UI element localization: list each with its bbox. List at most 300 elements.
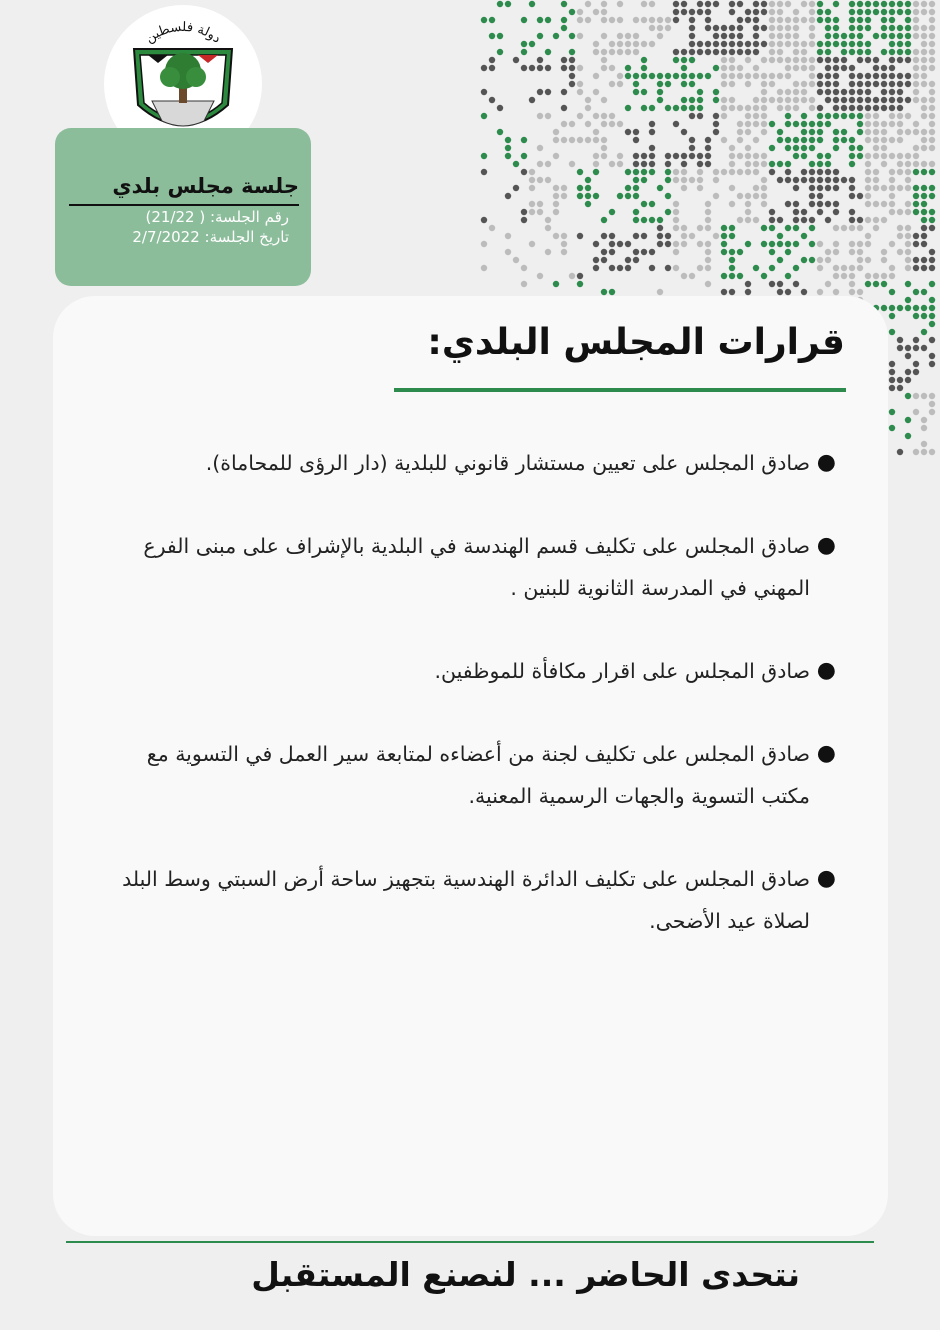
pattern-dot xyxy=(649,73,655,79)
pattern-dot xyxy=(585,177,591,183)
pattern-dot xyxy=(753,1,759,7)
pattern-dot xyxy=(489,17,495,23)
pattern-dot xyxy=(857,97,863,103)
pattern-dot xyxy=(897,121,903,127)
pattern-dot xyxy=(649,265,655,271)
pattern-dot xyxy=(721,105,727,111)
pattern-dot xyxy=(697,153,703,159)
pattern-dot xyxy=(729,273,735,279)
pattern-dot xyxy=(649,129,655,135)
pattern-dot xyxy=(929,281,935,287)
pattern-dot xyxy=(569,9,575,15)
pattern-dot xyxy=(681,1,687,7)
pattern-dot xyxy=(889,57,895,63)
pattern-dot xyxy=(705,17,711,23)
session-info-card xyxy=(55,128,311,286)
pattern-dot xyxy=(769,121,775,127)
pattern-dot xyxy=(921,313,927,319)
pattern-dot xyxy=(769,209,775,215)
pattern-dot xyxy=(681,153,687,159)
pattern-dot xyxy=(657,185,663,191)
pattern-dot xyxy=(921,193,927,199)
pattern-dot xyxy=(601,233,607,239)
pattern-dot xyxy=(905,377,911,383)
pattern-dot xyxy=(705,153,711,159)
pattern-dot xyxy=(697,241,703,247)
pattern-dot xyxy=(849,193,855,199)
pattern-dot xyxy=(921,441,927,447)
pattern-dot xyxy=(809,137,815,143)
pattern-dot xyxy=(929,297,935,303)
pattern-dot xyxy=(761,241,767,247)
pattern-dot xyxy=(857,241,863,247)
pattern-dot xyxy=(593,265,599,271)
pattern-dot xyxy=(633,89,639,95)
pattern-dot xyxy=(785,89,791,95)
pattern-dot xyxy=(553,153,559,159)
pattern-dot xyxy=(865,153,871,159)
pattern-dot xyxy=(713,129,719,135)
pattern-dot xyxy=(753,217,759,223)
pattern-dot xyxy=(913,49,919,55)
pattern-dot xyxy=(921,449,927,455)
pattern-dot xyxy=(889,425,895,431)
pattern-dot xyxy=(553,209,559,215)
pattern-dot xyxy=(577,273,583,279)
pattern-dot xyxy=(737,41,743,47)
pattern-dot xyxy=(769,249,775,255)
pattern-dot xyxy=(857,57,863,63)
pattern-dot xyxy=(705,41,711,47)
pattern-dot xyxy=(897,209,903,215)
pattern-dot xyxy=(793,25,799,31)
pattern-dot xyxy=(529,201,535,207)
pattern-dot xyxy=(545,177,551,183)
pattern-dot xyxy=(609,17,615,23)
pattern-dot xyxy=(833,113,839,119)
pattern-dot xyxy=(681,73,687,79)
pattern-dot xyxy=(889,113,895,119)
pattern-dot xyxy=(897,161,903,167)
pattern-dot xyxy=(569,137,575,143)
pattern-dot xyxy=(881,49,887,55)
pattern-dot xyxy=(569,81,575,87)
pattern-dot xyxy=(593,41,599,47)
pattern-dot xyxy=(553,129,559,135)
pattern-dot xyxy=(809,121,815,127)
pattern-dot xyxy=(873,273,879,279)
pattern-dot xyxy=(713,49,719,55)
pattern-dot xyxy=(873,225,879,231)
pattern-dot xyxy=(745,9,751,15)
pattern-dot xyxy=(921,137,927,143)
pattern-dot xyxy=(753,185,759,191)
pattern-dot xyxy=(609,265,615,271)
pattern-dot xyxy=(881,273,887,279)
pattern-dot xyxy=(913,25,919,31)
pattern-dot xyxy=(521,265,527,271)
pattern-dot xyxy=(817,121,823,127)
pattern-dot xyxy=(809,57,815,63)
pattern-dot xyxy=(561,57,567,63)
pattern-dot xyxy=(577,113,583,119)
pattern-dot xyxy=(681,233,687,239)
pattern-dot xyxy=(929,361,935,367)
pattern-dot xyxy=(777,281,783,287)
pattern-dot xyxy=(801,121,807,127)
pattern-dot xyxy=(681,49,687,55)
pattern-dot xyxy=(721,81,727,87)
pattern-dot xyxy=(833,177,839,183)
pattern-dot xyxy=(641,153,647,159)
pattern-dot xyxy=(809,41,815,47)
pattern-dot xyxy=(561,25,567,31)
pattern-dot xyxy=(561,233,567,239)
pattern-dot xyxy=(817,241,823,247)
pattern-dot xyxy=(793,225,799,231)
pattern-dot xyxy=(705,201,711,207)
pattern-dot xyxy=(705,9,711,15)
list-item xyxy=(100,733,840,817)
svg-text:دولة فلسطين xyxy=(143,20,224,47)
pattern-dot xyxy=(569,49,575,55)
pattern-dot xyxy=(569,57,575,63)
pattern-dot xyxy=(641,169,647,175)
pattern-dot xyxy=(809,33,815,39)
pattern-dot xyxy=(921,33,927,39)
pattern-dot xyxy=(577,65,583,71)
pattern-dot xyxy=(553,185,559,191)
pattern-dot xyxy=(745,241,751,247)
pattern-dot xyxy=(665,153,671,159)
pattern-dot xyxy=(841,177,847,183)
pattern-dot xyxy=(913,393,919,399)
pattern-dot xyxy=(809,17,815,23)
pattern-dot xyxy=(713,89,719,95)
pattern-dot xyxy=(769,9,775,15)
pattern-dot xyxy=(617,1,623,7)
pattern-dot xyxy=(609,65,615,71)
pattern-dot xyxy=(833,81,839,87)
pattern-dot xyxy=(921,329,927,335)
pattern-dot xyxy=(489,57,495,63)
pattern-dot xyxy=(849,17,855,23)
pattern-dot xyxy=(761,273,767,279)
pattern-dot xyxy=(777,105,783,111)
pattern-dot xyxy=(873,105,879,111)
bullet-icon: ● xyxy=(816,658,836,683)
pattern-dot xyxy=(905,1,911,7)
pattern-dot xyxy=(609,249,615,255)
pattern-dot xyxy=(505,145,511,151)
pattern-dot xyxy=(817,105,823,111)
pattern-dot xyxy=(609,121,615,127)
pattern-dot xyxy=(881,257,887,263)
pattern-dot xyxy=(721,73,727,79)
pattern-dot xyxy=(913,265,919,271)
pattern-dot xyxy=(665,17,671,23)
pattern-dot xyxy=(561,89,567,95)
pattern-dot xyxy=(601,65,607,71)
pattern-dot xyxy=(785,225,791,231)
pattern-dot xyxy=(801,257,807,263)
pattern-dot xyxy=(881,201,887,207)
pattern-dot xyxy=(825,161,831,167)
pattern-dot xyxy=(825,33,831,39)
pattern-dot xyxy=(721,137,727,143)
pattern-dot xyxy=(745,145,751,151)
bullet-icon: ● xyxy=(816,741,836,766)
pattern-dot xyxy=(657,217,663,223)
pattern-dot xyxy=(849,81,855,87)
pattern-dot xyxy=(769,57,775,63)
pattern-dot xyxy=(825,65,831,71)
pattern-dot xyxy=(601,113,607,119)
pattern-dot xyxy=(785,41,791,47)
pattern-dot xyxy=(801,289,807,295)
pattern-dot xyxy=(897,225,903,231)
pattern-dot xyxy=(665,73,671,79)
pattern-dot xyxy=(737,153,743,159)
pattern-dot xyxy=(913,201,919,207)
pattern-dot xyxy=(745,281,751,287)
pattern-dot xyxy=(761,97,767,103)
pattern-dot xyxy=(761,193,767,199)
pattern-dot xyxy=(849,65,855,71)
pattern-dot xyxy=(777,41,783,47)
pattern-dot xyxy=(865,177,871,183)
pattern-dot xyxy=(689,273,695,279)
pattern-dot xyxy=(545,225,551,231)
pattern-dot xyxy=(601,17,607,23)
pattern-dot xyxy=(753,113,759,119)
pattern-dot xyxy=(921,1,927,7)
pattern-dot xyxy=(817,185,823,191)
pattern-dot xyxy=(865,185,871,191)
pattern-dot xyxy=(889,9,895,15)
pattern-dot xyxy=(649,145,655,151)
pattern-dot xyxy=(673,105,679,111)
pattern-dot xyxy=(889,65,895,71)
pattern-dot xyxy=(585,137,591,143)
pattern-dot xyxy=(929,9,935,15)
pattern-dot xyxy=(553,281,559,287)
pattern-dot xyxy=(873,281,879,287)
pattern-dot xyxy=(521,49,527,55)
pattern-dot xyxy=(785,57,791,63)
pattern-dot xyxy=(873,1,879,7)
pattern-dot xyxy=(585,193,591,199)
pattern-dot xyxy=(881,137,887,143)
pattern-dot xyxy=(665,81,671,87)
pattern-dot xyxy=(793,57,799,63)
pattern-dot xyxy=(577,89,583,95)
pattern-dot xyxy=(865,201,871,207)
pattern-dot xyxy=(721,233,727,239)
pattern-dot xyxy=(753,49,759,55)
pattern-dot xyxy=(865,97,871,103)
pattern-dot xyxy=(729,249,735,255)
pattern-dot xyxy=(577,17,583,23)
pattern-dot xyxy=(801,113,807,119)
pattern-dot xyxy=(529,1,535,7)
pattern-dot xyxy=(865,49,871,55)
pattern-dot xyxy=(817,257,823,263)
pattern-dot xyxy=(753,25,759,31)
pattern-dot xyxy=(721,25,727,31)
pattern-dot xyxy=(593,9,599,15)
pattern-dot xyxy=(905,201,911,207)
pattern-dot xyxy=(737,217,743,223)
pattern-dot xyxy=(705,209,711,215)
pattern-dot xyxy=(825,17,831,23)
pattern-dot xyxy=(609,81,615,87)
pattern-dot xyxy=(801,217,807,223)
pattern-dot xyxy=(633,137,639,143)
pattern-dot xyxy=(633,49,639,55)
pattern-dot xyxy=(721,169,727,175)
pattern-dot xyxy=(857,217,863,223)
pattern-dot xyxy=(825,281,831,287)
pattern-dot xyxy=(849,113,855,119)
pattern-dot xyxy=(801,89,807,95)
pattern-dot xyxy=(921,425,927,431)
pattern-dot xyxy=(721,289,727,295)
pattern-dot xyxy=(825,201,831,207)
pattern-dot xyxy=(761,161,767,167)
pattern-dot xyxy=(713,193,719,199)
pattern-dot xyxy=(521,209,527,215)
pattern-dot xyxy=(921,81,927,87)
pattern-dot xyxy=(633,217,639,223)
pattern-dot xyxy=(865,9,871,15)
pattern-dot xyxy=(921,265,927,271)
pattern-dot xyxy=(633,81,639,87)
pattern-dot xyxy=(673,177,679,183)
pattern-dot xyxy=(841,97,847,103)
pattern-dot xyxy=(889,89,895,95)
pattern-dot xyxy=(825,73,831,79)
pattern-dot xyxy=(825,89,831,95)
pattern-dot xyxy=(705,49,711,55)
pattern-dot xyxy=(825,121,831,127)
pattern-dot xyxy=(617,41,623,47)
pattern-dot xyxy=(705,145,711,151)
pattern-dot xyxy=(841,65,847,71)
pattern-dot xyxy=(585,201,591,207)
pattern-dot xyxy=(833,249,839,255)
pattern-dot xyxy=(873,97,879,103)
pattern-dot xyxy=(633,169,639,175)
pattern-dot xyxy=(777,129,783,135)
pattern-dot xyxy=(905,417,911,423)
pattern-dot xyxy=(561,137,567,143)
pattern-dot xyxy=(641,73,647,79)
logo-top-text: دولة فلسطين xyxy=(142,19,224,47)
pattern-dot xyxy=(865,233,871,239)
pattern-dot xyxy=(625,33,631,39)
pattern-dot xyxy=(809,177,815,183)
pattern-dot xyxy=(905,49,911,55)
pattern-dot xyxy=(873,201,879,207)
pattern-dot xyxy=(761,73,767,79)
pattern-dot xyxy=(561,249,567,255)
pattern-dot xyxy=(833,225,839,231)
pattern-dot xyxy=(825,257,831,263)
pattern-dot xyxy=(809,105,815,111)
pattern-dot xyxy=(913,345,919,351)
pattern-dot xyxy=(481,265,487,271)
pattern-dot xyxy=(585,17,591,23)
pattern-dot xyxy=(745,73,751,79)
pattern-dot xyxy=(865,1,871,7)
pattern-dot xyxy=(921,345,927,351)
pattern-dot xyxy=(545,113,551,119)
pattern-dot xyxy=(753,41,759,47)
pattern-dot xyxy=(793,145,799,151)
pattern-dot xyxy=(585,97,591,103)
pattern-dot xyxy=(777,233,783,239)
pattern-dot xyxy=(729,265,735,271)
pattern-dot xyxy=(905,305,911,311)
pattern-dot xyxy=(881,1,887,7)
pattern-dot xyxy=(929,217,935,223)
pattern-dot xyxy=(641,161,647,167)
pattern-dot xyxy=(665,105,671,111)
pattern-dot xyxy=(713,41,719,47)
pattern-dot xyxy=(745,41,751,47)
pattern-dot xyxy=(897,25,903,31)
pattern-dot xyxy=(865,113,871,119)
pattern-dot xyxy=(577,233,583,239)
pattern-dot xyxy=(857,81,863,87)
pattern-dot xyxy=(761,1,767,7)
pattern-dot xyxy=(697,89,703,95)
pattern-dot xyxy=(697,113,703,119)
pattern-dot xyxy=(481,169,487,175)
pattern-dot xyxy=(881,129,887,135)
pattern-dot xyxy=(489,225,495,231)
pattern-dot xyxy=(753,65,759,71)
pattern-dot xyxy=(905,433,911,439)
pattern-dot xyxy=(793,201,799,207)
pattern-dot xyxy=(761,129,767,135)
pattern-dot xyxy=(769,265,775,271)
pattern-dot xyxy=(785,121,791,127)
pattern-dot xyxy=(625,169,631,175)
pattern-dot xyxy=(577,281,583,287)
pattern-dot xyxy=(545,65,551,71)
pattern-dot xyxy=(921,9,927,15)
pattern-dot xyxy=(929,57,935,63)
pattern-dot xyxy=(633,249,639,255)
pattern-dot xyxy=(513,57,519,63)
pattern-dot xyxy=(753,121,759,127)
pattern-dot xyxy=(625,41,631,47)
pattern-dot xyxy=(545,17,551,23)
pattern-dot xyxy=(825,9,831,15)
pattern-dot xyxy=(873,57,879,63)
pattern-dot xyxy=(857,89,863,95)
pattern-dot xyxy=(577,137,583,143)
pattern-dot xyxy=(913,73,919,79)
pattern-dot xyxy=(793,241,799,247)
pattern-dot xyxy=(633,233,639,239)
pattern-dot xyxy=(889,385,895,391)
pattern-dot xyxy=(849,241,855,247)
pattern-dot xyxy=(513,257,519,263)
pattern-dot xyxy=(905,345,911,351)
